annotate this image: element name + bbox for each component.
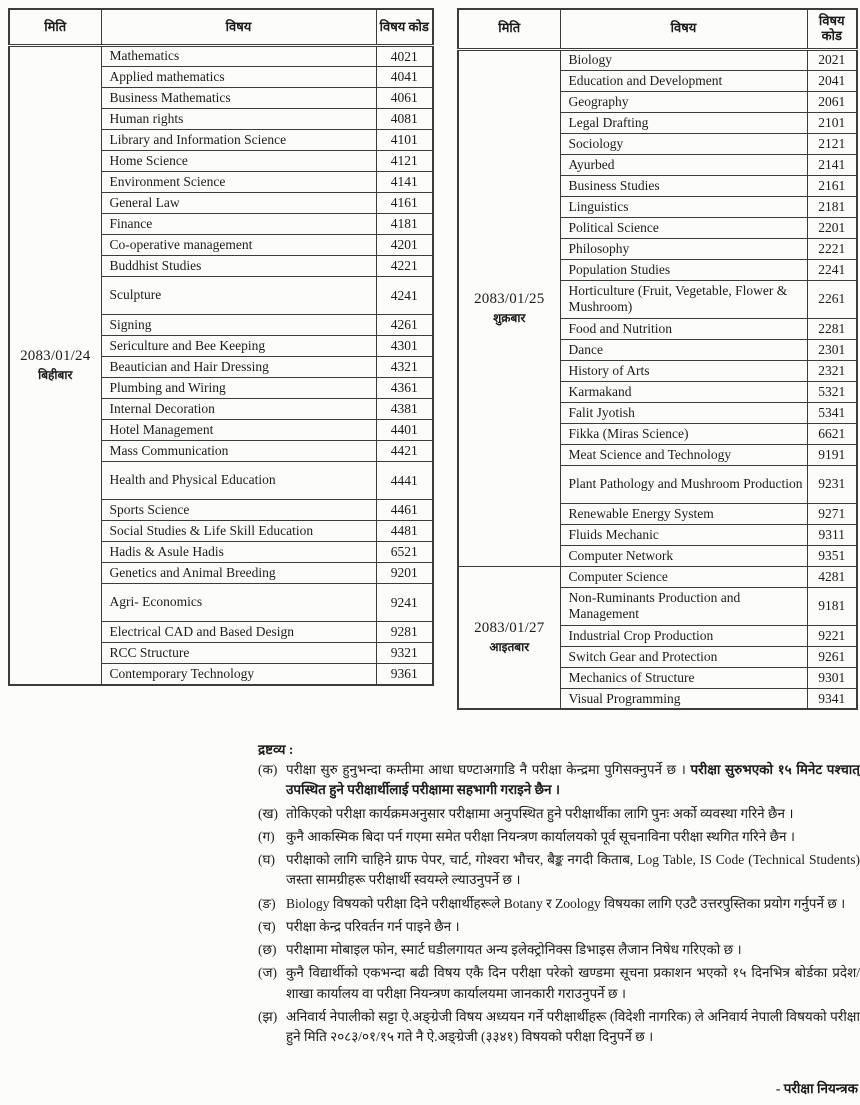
subject-code-cell: 2141: [807, 154, 857, 175]
subject-code-cell: 9181: [807, 587, 857, 625]
subject-cell: Sociology: [560, 133, 807, 154]
notes-section: [258, 740, 860, 1097]
subject-cell: Education and Development: [560, 70, 807, 91]
exam-schedule-table-left: [8, 8, 434, 686]
subject-code-cell: 6521: [376, 542, 433, 563]
subject-code-cell: 5341: [807, 402, 857, 423]
weekday-value: आइतबार: [489, 640, 530, 655]
subject-code-cell: 9261: [807, 646, 857, 667]
subject-cell: Health and Physical Education: [101, 462, 376, 500]
subject-cell: Ayurbed: [560, 154, 807, 175]
subject-code-cell: 9351: [807, 545, 857, 566]
subject-code-cell: 4401: [376, 420, 433, 441]
subject-code-cell: 4041: [376, 67, 433, 88]
notes-title: द्रष्टव्य :: [258, 742, 294, 757]
note-item: [258, 1007, 860, 1048]
subject-cell: Falit Jyotish: [560, 402, 807, 423]
note-item: [258, 963, 860, 1004]
note-item: [258, 827, 860, 847]
note-text-bold: परीक्षा सुरुभएको १५ मिनेट पश्चात् उपस्थित हुने परीक्षार्थीलाई परीक्षामा सहभागी गराइने छैन ।: [286, 762, 860, 798]
weekday-value: शुक्रबार: [493, 310, 526, 325]
subject-code-cell: 4021: [376, 46, 433, 67]
subject-cell: Non-Ruminants Production and Management: [560, 587, 807, 625]
subject-cell: Finance: [101, 214, 376, 235]
subject-code-cell: 4161: [376, 193, 433, 214]
subject-code-cell: 9341: [807, 688, 857, 709]
header-row: [9, 9, 433, 46]
note-text: परीक्षा सुरु हुनुभन्दा कम्तीमा आधा घण्टाअगाडि नै परीक्षा केन्द्रमा पुगिसक्नुपर्ने छ ।: [286, 762, 691, 777]
subject-cell: Plant Pathology and Mushroom Production: [560, 465, 807, 503]
note-label: (च): [258, 918, 276, 934]
note-label: (क): [258, 762, 278, 777]
note-label: (घ): [258, 852, 275, 867]
subject-cell: Renewable Energy System: [560, 503, 807, 524]
subject-code-cell: 4441: [376, 462, 433, 500]
subject-code-cell: 4281: [807, 566, 857, 587]
subject-code-cell: 2161: [807, 175, 857, 196]
subject-code-cell: 2021: [807, 49, 857, 70]
subject-code-cell: 4421: [376, 441, 433, 462]
note-text: परीक्षा केन्द्र परिवर्तन गर्न पाइने छैन ।: [286, 918, 460, 934]
subject-cell: Dance: [560, 339, 807, 360]
note-text: अनिवार्य नेपालीको सट्टा ऐ.अङ्ग्रेजी विषय अध्ययन गर्ने परीक्षार्थीहरू (विदेशी नागरिक) ले अनिवार्य नेपाली विषयको परीक्षा हुने मिति २०८३/०१/१५ गते नै ऐ.अङ्ग्रेजी (३३४१) विषयको परीक्षा दिनुपर्ने छ ।: [286, 1008, 860, 1044]
subject-code-cell: 2061: [807, 91, 857, 112]
subject-code-cell: 9271: [807, 503, 857, 524]
subject-code-cell: 4301: [376, 336, 433, 357]
subject-cell: Business Studies: [560, 175, 807, 196]
header-row: [458, 9, 857, 49]
subject-cell: Fluids Mechanic: [560, 524, 807, 545]
subject-code-cell: 2121: [807, 133, 857, 154]
subject-code-cell: 5321: [807, 381, 857, 402]
subject-code-cell: 2041: [807, 70, 857, 91]
subject-cell: Industrial Crop Production: [560, 625, 807, 646]
note-label: (छ): [258, 942, 277, 957]
subject-code-cell: 2281: [807, 318, 857, 339]
note-label: (ङ): [258, 895, 276, 911]
subject-cell: Mass Communication: [101, 441, 376, 462]
subject-code-cell: 4061: [376, 88, 433, 109]
code-header: विषय कोड: [376, 9, 433, 46]
subject-cell: Buddhist Studies: [101, 256, 376, 277]
subject-cell: Genetics and Animal Breeding: [101, 563, 376, 584]
subject-code-cell: 9361: [376, 664, 433, 685]
subject-cell: Linguistics: [560, 196, 807, 217]
subject-cell: Horticulture (Fruit, Vegetable, Flower & Mushroom): [560, 280, 807, 318]
subject-code-cell: 2321: [807, 360, 857, 381]
schedule-table-right-container: [457, 8, 858, 710]
subject-cell: History of Arts: [560, 360, 807, 381]
subject-cell: Sculpture: [101, 277, 376, 315]
weekday-value: बिहीबार: [38, 367, 73, 382]
subject-cell: Computer Science: [560, 566, 807, 587]
subject-cell: Plumbing and Wiring: [101, 378, 376, 399]
date-header: मिति: [9, 9, 101, 46]
subject-cell: Fikka (Miras Science): [560, 423, 807, 444]
note-text: कुनै आकस्मिक बिदा पर्न गएमा समेत परीक्षा नियन्त्रण कार्यालयको पूर्व सूचनाविना परीक्षा स्थगित गरिने छैन ।: [286, 828, 796, 844]
note-item: [258, 940, 860, 960]
subject-code-cell: 2101: [807, 112, 857, 133]
subject-cell: RCC Structure: [101, 643, 376, 664]
subject-cell: Meat Science and Technology: [560, 444, 807, 465]
subject-code-cell: 2181: [807, 196, 857, 217]
subject-cell: General Law: [101, 193, 376, 214]
subject-cell: Population Studies: [560, 259, 807, 280]
subject-code-cell: 9241: [376, 584, 433, 622]
subject-cell: Biology: [560, 49, 807, 70]
date-value: 2083/01/27: [474, 620, 545, 637]
subject-cell: Hotel Management: [101, 420, 376, 441]
subject-cell: Sericulture and Bee Keeping: [101, 336, 376, 357]
subject-cell: Home Science: [101, 151, 376, 172]
subject-code-cell: 4081: [376, 109, 433, 130]
note-text: परीक्षामा मोबाइल फोन, स्मार्ट घडीलगायत अन्य इलेक्ट्रोनिक्स डिभाइस लैजान निषेध गरिएको छ ।: [286, 942, 742, 957]
subject-code-cell: 4481: [376, 521, 433, 542]
subject-code-cell: 4461: [376, 500, 433, 521]
code-header: विषय कोड: [807, 9, 857, 49]
subject-cell: Philosophy: [560, 238, 807, 259]
subject-code-cell: 4361: [376, 378, 433, 399]
subject-cell: Co-operative management: [101, 235, 376, 256]
subject-cell: Library and Information Science: [101, 130, 376, 151]
note-item: [258, 917, 860, 937]
subject-cell: Human rights: [101, 109, 376, 130]
subject-code-cell: 2301: [807, 339, 857, 360]
notes-list: [258, 760, 860, 1047]
subject-code-cell: 2261: [807, 280, 857, 318]
subject-cell: Social Studies & Life Skill Education: [101, 521, 376, 542]
subject-cell: Mechanics of Structure: [560, 667, 807, 688]
subject-code-cell: 9201: [376, 563, 433, 584]
subject-code-cell: 4221: [376, 256, 433, 277]
subject-code-cell: 4141: [376, 172, 433, 193]
subject-cell: Electrical CAD and Based Design: [101, 622, 376, 643]
date-cell: [458, 566, 560, 709]
subject-code-cell: 9311: [807, 524, 857, 545]
subject-cell: Political Science: [560, 217, 807, 238]
note-label: (ज): [258, 965, 278, 981]
subject-header: विषय: [101, 9, 376, 46]
note-label: (ग): [258, 828, 275, 844]
exam-schedule-table-right: [457, 8, 858, 710]
table-row: [9, 46, 433, 67]
subject-code-cell: 9221: [807, 625, 857, 646]
subject-cell: Agri- Economics: [101, 584, 376, 622]
subject-cell: Computer Network: [560, 545, 807, 566]
subject-code-cell: 2201: [807, 217, 857, 238]
subject-code-cell: 2241: [807, 259, 857, 280]
subject-code-cell: 4201: [376, 235, 433, 256]
subject-code-cell: 4261: [376, 315, 433, 336]
date-cell: [9, 46, 101, 685]
subject-cell: Visual Programming: [560, 688, 807, 709]
subject-code-cell: 6621: [807, 423, 857, 444]
note-label: (ख): [258, 805, 279, 821]
subject-code-cell: 4381: [376, 399, 433, 420]
subject-cell: Geography: [560, 91, 807, 112]
subject-code-cell: 9321: [376, 643, 433, 664]
note-text: परीक्षाको लागि चाहिने ग्राफ पेपर, चार्ट, गोश्वरा भौचर, बैङ्क नगदी किताब, Log Table, IS Code (Technical Students) जस्ता सामग्रीहरू परीक्षार्थी स्वयम्ले ल्याउनुपर्ने छ ।: [286, 852, 860, 888]
table-row: [458, 49, 857, 70]
subject-code-cell: 9281: [376, 622, 433, 643]
date-cell: [458, 49, 560, 566]
note-label: (झ): [258, 1008, 278, 1024]
subject-cell: Switch Gear and Protection: [560, 646, 807, 667]
subject-code-cell: 4121: [376, 151, 433, 172]
subject-code-cell: 9301: [807, 667, 857, 688]
subject-code-cell: 9191: [807, 444, 857, 465]
subject-code-cell: 2221: [807, 238, 857, 259]
note-text: तोकिएको परीक्षा कार्यक्रमअनुसार परीक्षामा अनुपस्थित हुने परीक्षार्थीका लागि पुनः अर्को व्यवस्था गरिने छैन ।: [286, 805, 794, 821]
table-row: [458, 566, 857, 587]
subject-cell: Internal Decoration: [101, 399, 376, 420]
subject-code-cell: 4321: [376, 357, 433, 378]
note-item: [258, 760, 860, 801]
subject-cell: Hadis & Asule Hadis: [101, 542, 376, 563]
note-item: [258, 804, 860, 824]
date-header: मिति: [458, 9, 560, 49]
subject-header: विषय: [560, 9, 807, 49]
subject-cell: Mathematics: [101, 46, 376, 67]
note-item: [258, 850, 860, 891]
subject-cell: Karmakand: [560, 381, 807, 402]
signature-exam-controller: - परीक्षा नियन्त्रक: [775, 1081, 858, 1097]
subject-code-cell: 9231: [807, 465, 857, 503]
subject-cell: Contemporary Technology: [101, 664, 376, 685]
subject-code-cell: 4181: [376, 214, 433, 235]
subject-cell: Sports Science: [101, 500, 376, 521]
note-item: [258, 894, 860, 914]
note-text: कुनै विद्यार्थीको एकभन्दा बढी विषय एकै दिन परीक्षा परेको खण्डमा सूचना प्रकाशन भएको १५ दिनभित्र बोर्डका प्रदेश/शाखा कार्यालय वा परीक्षा नियन्त्रण कार्यालयमा जानकारी गराउनुपर्ने छ ।: [286, 965, 860, 1001]
subject-cell: Applied mathematics: [101, 67, 376, 88]
note-text: Biology विषयको परीक्षा दिने परीक्षार्थीहरूले Botany र Zoology विषयका लागि एउटै उत्तरपुस्तिका प्रयोग गर्नुपर्ने छ ।: [286, 895, 846, 911]
subject-cell: Signing: [101, 315, 376, 336]
date-value: 2083/01/24: [20, 347, 91, 364]
date-value: 2083/01/25: [474, 290, 545, 307]
subject-cell: Beautician and Hair Dressing: [101, 357, 376, 378]
subject-cell: Environment Science: [101, 172, 376, 193]
subject-code-cell: 4101: [376, 130, 433, 151]
subject-cell: Business Mathematics: [101, 88, 376, 109]
subject-cell: Food and Nutrition: [560, 318, 807, 339]
subject-cell: Legal Drafting: [560, 112, 807, 133]
schedule-table-left-container: [8, 8, 434, 686]
subject-code-cell: 4241: [376, 277, 433, 315]
